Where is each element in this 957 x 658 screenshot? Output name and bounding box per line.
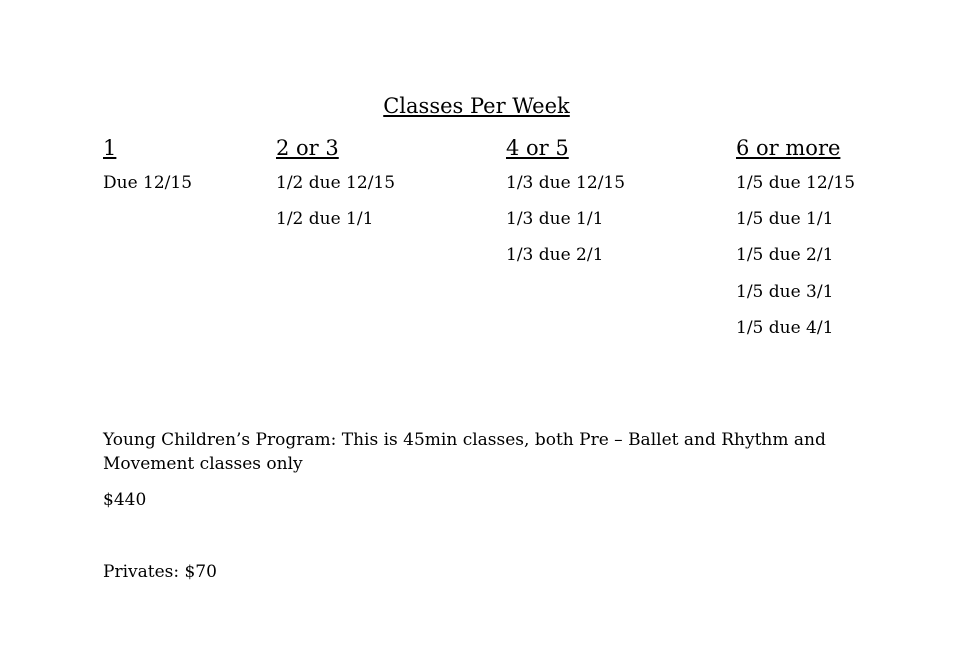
payment-column-1-class [103, 134, 192, 208]
payment-column-4-or-5-classes [506, 134, 625, 281]
payment-item: 1/2 due 1/1 [276, 209, 374, 230]
payment-item: 1/3 due 2/1 [506, 245, 604, 266]
payment-item: 1/5 due 2/1 [736, 245, 834, 266]
privates-price: Privates: $70 [103, 562, 217, 582]
payment-schedule-list [736, 172, 855, 339]
payment-schedule-list [276, 172, 395, 230]
column-heading: 4 or 5 [506, 136, 569, 160]
payment-column-6-or-more-classes [736, 134, 855, 353]
payment-item: 1/5 due 1/1 [736, 209, 834, 230]
payment-item: 1/2 due 12/15 [276, 173, 396, 193]
young-children-program-price: $440 [103, 490, 147, 510]
payment-item: 1/5 due 12/15 [736, 173, 856, 193]
young-children-program-description: Young Children’s Program: This is 45min classes, both Pre – Ballet and Rhythm and Movement classes only [103, 430, 826, 474]
payment-schedule-list [103, 172, 192, 194]
payment-item: 1/3 due 1/1 [506, 209, 604, 230]
column-heading: 6 or more [736, 136, 841, 160]
payment-column-2-or-3-classes [276, 134, 395, 244]
payment-item: 1/5 due 4/1 [736, 317, 834, 338]
payment-item: Due 12/15 [103, 173, 193, 193]
page-title: Classes Per Week [383, 94, 570, 118]
payment-item: 1/5 due 3/1 [736, 281, 834, 302]
column-heading: 2 or 3 [276, 136, 339, 160]
payment-schedule-list [506, 172, 625, 266]
payment-item: 1/3 due 12/15 [506, 173, 626, 193]
column-heading: 1 [103, 136, 117, 160]
